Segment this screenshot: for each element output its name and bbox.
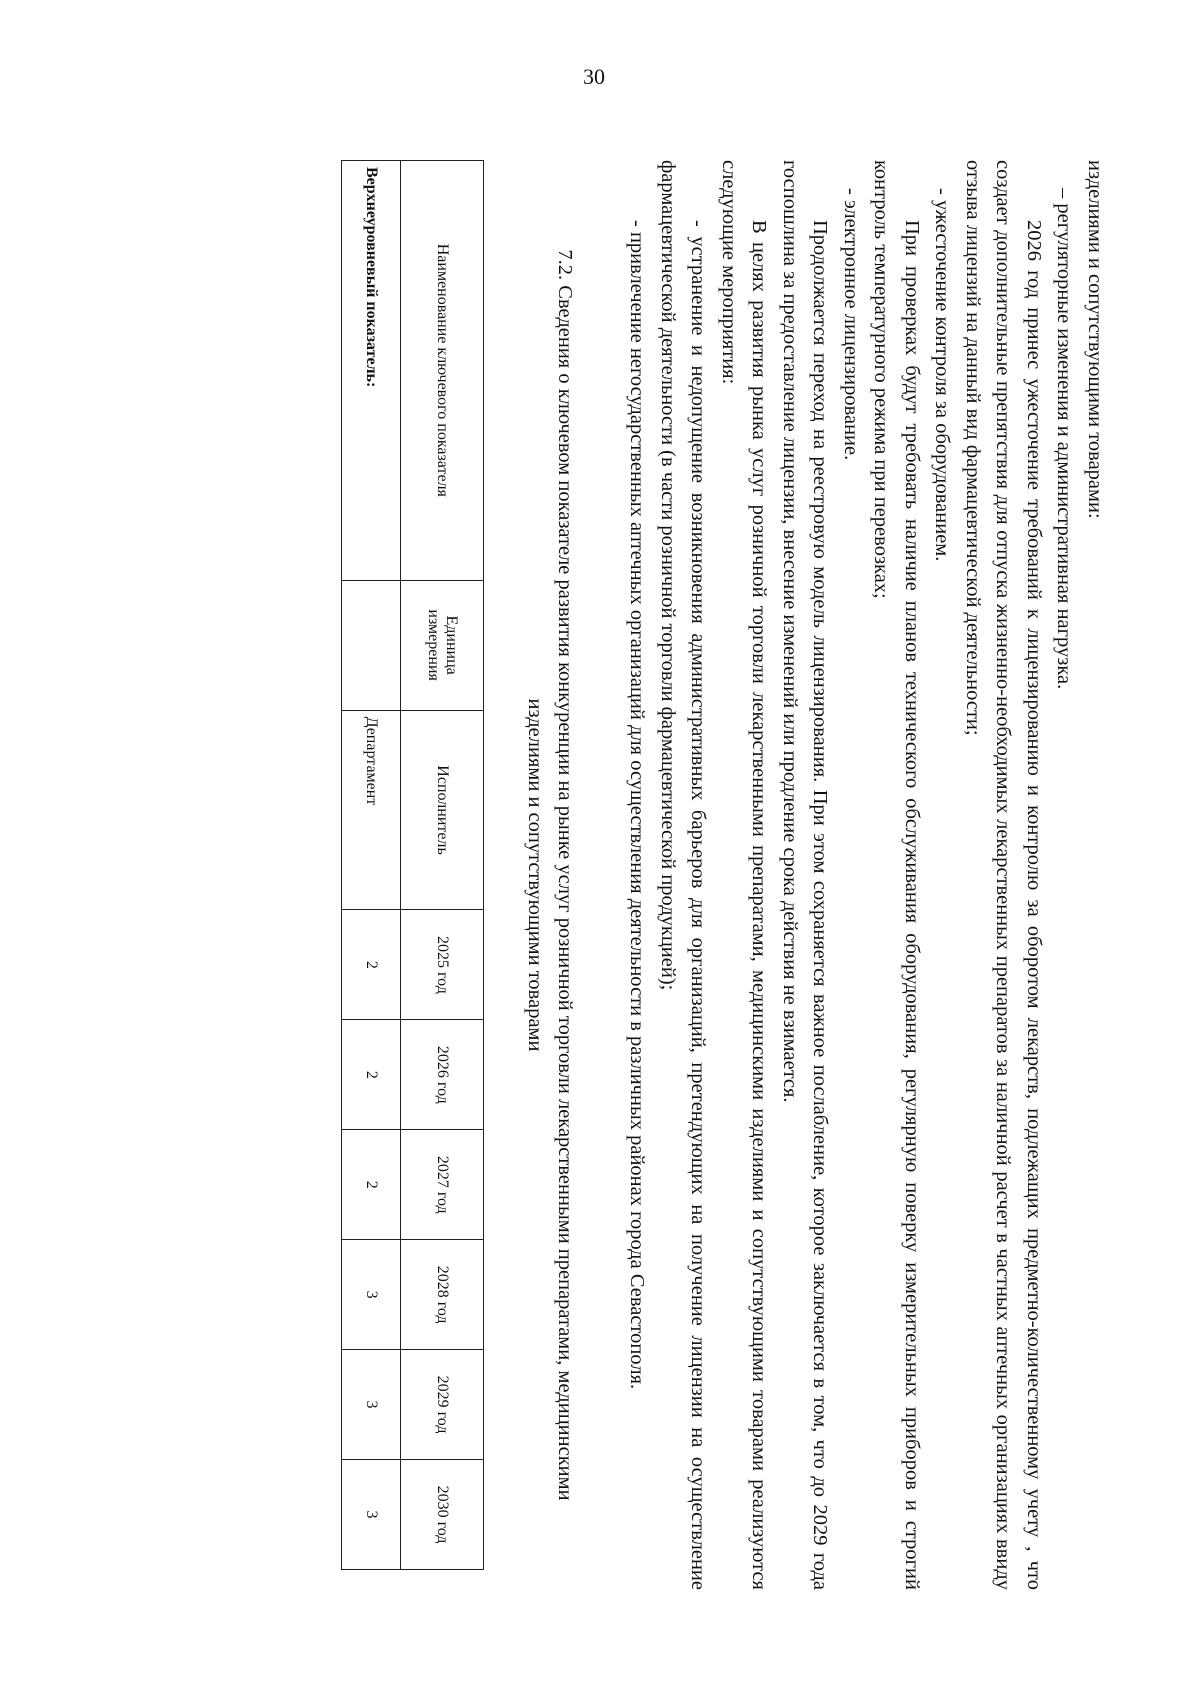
table-cell: 2 [342,910,401,1020]
table-cell: 2 [342,1130,401,1240]
header-cell: 2028 год [401,1240,484,1350]
section-title: 7.2. Сведения о ключевом показателе развития конкуренции на рынке услуг розничной торговли лекарственными препаратами, медицинскими изделиями и сопутствующими товарами [524,249,576,1501]
header-cell: 2029 год [401,1350,484,1460]
table-cell: 3 [342,1460,401,1570]
table-cell: 2 [342,1020,401,1130]
table-row [342,161,401,1570]
header-cell: 2025 год [401,910,484,1020]
paragraph: В целях развития рынка услуг розничной торговли лекарственными препаратами, медицинскими изделиями и сопутствующими товарами реализуются следующие мероприятия: [718,160,771,1590]
paragraph: – регуляторные изменения и административная нагрузка. [1053,188,1076,690]
header-cell: 2026 год [401,1020,484,1130]
page-number: 30 [583,64,605,89]
header-cell: Единица измерения [401,580,484,710]
table-cell: 3 [342,1350,401,1460]
paragraph: - привлечение негосударственных аптечных организаций для осуществления деятельности в различных районах города Севастополя. [626,220,649,1390]
paragraph: - ужесточение контроля за оборудованием. [931,188,954,562]
paragraph: изделиями и сопутствующими товарами: [1084,160,1106,519]
table-cell [342,580,401,710]
header-cell: 2030 год [401,1460,484,1570]
header-cell: Наименование ключевого показателя [401,161,484,581]
paragraph: Продолжается переход на реестровую модель лицензирования. При этом сохраняется важное послабление, которое заключается в том, что до 2029 года госпошлина за предоставление лицензии, внесение изменений или продление срока действия не взимается. [779,160,832,1590]
paragraph: - устранение и недопущение возникновения административных барьеров для организаций, претендующих на получение лицензии на осуществление фармацевтической деятельности (в части розничной торговли фармацевтической продукцией); [657,160,710,1590]
kpi-table [341,160,484,1570]
rotated-content [341,160,1110,1590]
table-header-row [401,161,484,1570]
table-cell: Департамент [342,710,401,910]
header-cell: Исполнитель [401,710,484,910]
body-text [622,160,1110,1590]
paragraph: При проверках будут требовать наличие планов технического обслуживания оборудования, регулярную поверку измерительных приборов и строгий контроль температурного режима при перевозках; [870,160,923,1590]
header-cell: 2027 год [401,1130,484,1240]
paragraph: - электронное лицензирование. [840,188,862,461]
paragraph: 2026 год принес ужесточение требований к лицензированию и контролю за оборотом лекарств, подлежащих предметно-количественному учету , что создает дополнительные препятствия для отпуска жизненно-необходимых лекарственных препаратов за наличной расчет в частных аптечных организациях ввиду отзыва лицензий на данный вид фармацевтической деятельности; [962,160,1045,1590]
table-cell: 3 [342,1240,401,1350]
table-cell: Верхнеуровневый показатель: [342,161,401,581]
